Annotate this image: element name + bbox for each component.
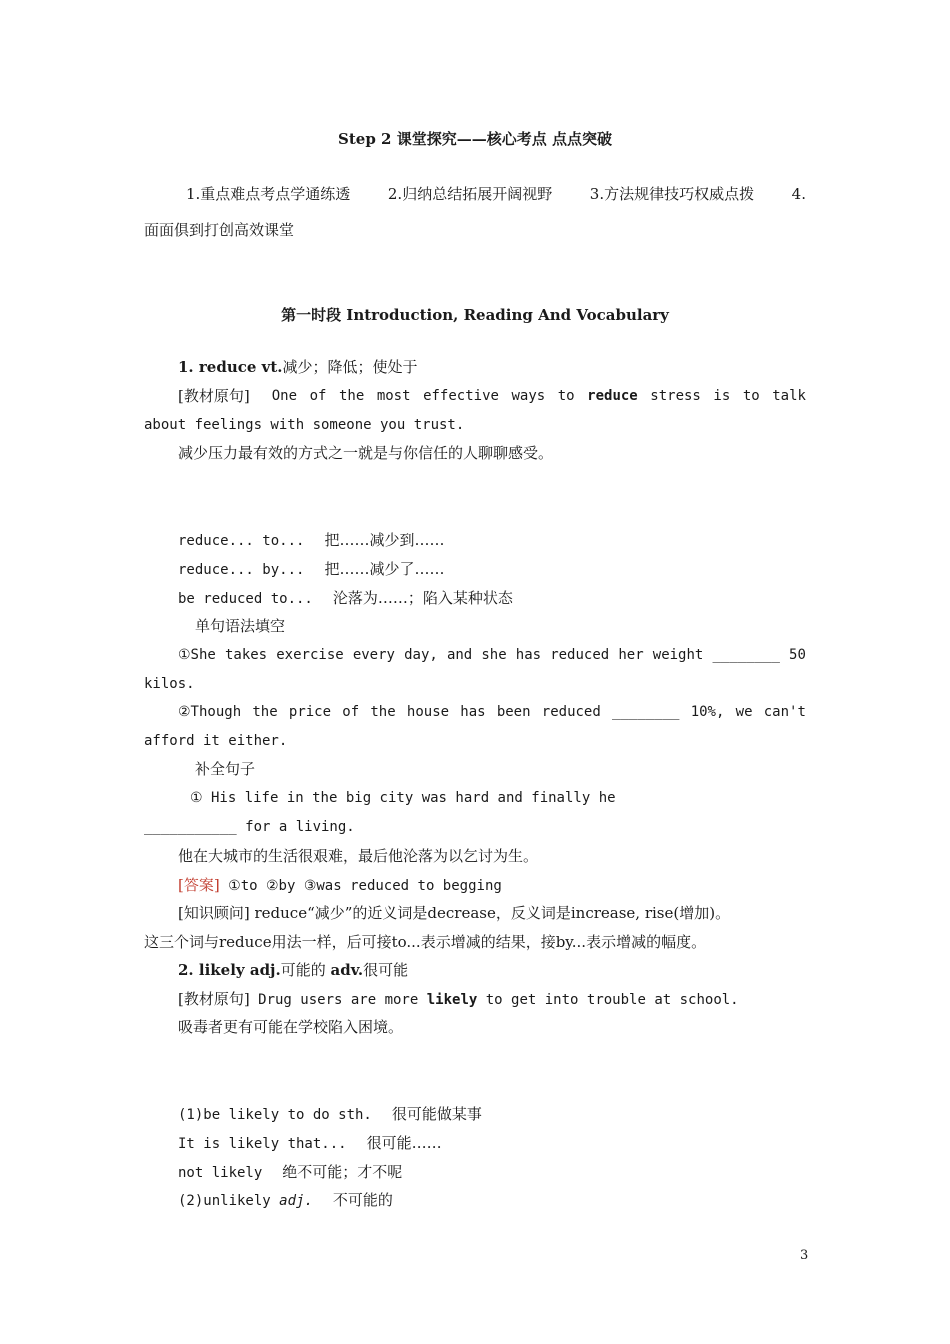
exercise2-translation: 他在大城市的生活很艰难，最后他沦落为以乞讨为生。 bbox=[178, 847, 539, 865]
answer-label: [答案] bbox=[178, 876, 220, 894]
q-word: every bbox=[352, 647, 395, 663]
phrase-cn: 沦落为……；陷入某种状态 bbox=[332, 589, 513, 607]
phrase-en: It is likely that... bbox=[178, 1136, 347, 1152]
q-blank: ________ bbox=[612, 704, 680, 720]
q-word: can't bbox=[763, 704, 806, 720]
phrase-cn: 很可能…… bbox=[366, 1134, 442, 1152]
src-word: talk bbox=[772, 388, 806, 404]
answer-line bbox=[178, 875, 502, 896]
q-word: has bbox=[515, 647, 542, 663]
phrase-en: reduce... to... bbox=[178, 533, 305, 549]
item2-source-label: [教材原句] bbox=[178, 990, 250, 1008]
item1-translation: 减少压力最有效的方式之一就是与你信任的人聊聊感受。 bbox=[178, 444, 554, 462]
q-word: of bbox=[342, 704, 360, 720]
intro-part-2: 2.归纳总结拓展开阔视野 bbox=[387, 185, 553, 203]
intro-part-1: 1.重点难点考点学通练透 bbox=[186, 185, 351, 203]
q-word: the bbox=[370, 704, 396, 720]
src-word: to bbox=[557, 388, 575, 404]
phrase-en: not likely bbox=[178, 1165, 263, 1181]
exercise2-title: 补全句子 bbox=[195, 760, 256, 778]
item2-translation: 吸毒者更有可能在学校陷入困境。 bbox=[178, 1018, 404, 1036]
q-word: price bbox=[288, 704, 332, 720]
item1-head-word: 1. reduce vt. bbox=[178, 358, 283, 376]
exercise1-q1 bbox=[178, 645, 806, 665]
tip-line-2: 这三个词与reduce用法一样，后可接to...表示增减的结果，接by...表示增减的幅度。 bbox=[144, 933, 707, 951]
item2-source-post: to get into trouble at school. bbox=[477, 992, 739, 1008]
q-blank: ________ bbox=[712, 647, 780, 663]
q-word: 10%, bbox=[690, 704, 725, 720]
exercise1-title: 单句语法填空 bbox=[195, 617, 286, 635]
exercise1-q2-cont: afford it either. bbox=[144, 733, 288, 749]
src-word: of bbox=[309, 388, 327, 404]
q-word: been bbox=[496, 704, 531, 720]
item1-source-line-2: about feelings with someone you trust. bbox=[144, 417, 465, 433]
item2-unlikely bbox=[178, 1190, 393, 1211]
q-word: weight bbox=[652, 647, 704, 663]
src-word: the bbox=[338, 388, 365, 404]
item2-phrase-3 bbox=[178, 1162, 402, 1183]
src-word-keyword: reduce bbox=[587, 388, 638, 404]
intro-part-3: 3.方法规律技巧权威点拨 bbox=[589, 185, 755, 203]
item1-phrase-3 bbox=[178, 588, 513, 609]
src-word: effective bbox=[423, 388, 499, 404]
answer-text: ①to ②by ③was reduced to begging bbox=[219, 878, 502, 894]
item2-head-meaning-1: 可能的 bbox=[280, 961, 331, 979]
item1-source-words bbox=[272, 386, 806, 406]
q-word: the bbox=[252, 704, 278, 720]
q-word: we bbox=[735, 704, 753, 720]
page-number: 3 bbox=[800, 1248, 809, 1263]
phrase-cn: 把……减少到…… bbox=[324, 531, 445, 549]
phrase-en: (1)be likely to do sth. bbox=[178, 1107, 372, 1123]
exercise2-q1-cont: ___________ for a living. bbox=[144, 819, 355, 835]
q-word: ①She bbox=[178, 647, 216, 663]
q-word: and bbox=[446, 647, 473, 663]
unlikely-pos: adj. bbox=[279, 1193, 313, 1209]
tip-label: [知识顾问] bbox=[178, 904, 250, 922]
intro-part-4: 4. bbox=[791, 185, 806, 203]
q-word: ②Though bbox=[178, 704, 242, 720]
section-title: 第一时段 Introduction, Reading And Vocabulary bbox=[281, 306, 669, 324]
item1-head-meaning: 减少；降低；使处于 bbox=[282, 358, 418, 376]
item2-source bbox=[178, 989, 739, 1010]
phrase-cn: 把……减少了…… bbox=[324, 560, 445, 578]
item2-head-word: 2. likely adj. bbox=[178, 961, 281, 979]
unlikely-cn: 不可能的 bbox=[332, 1191, 393, 1209]
src-word: stress bbox=[650, 388, 701, 404]
item2-phrase-2 bbox=[178, 1133, 442, 1154]
src-word: is bbox=[713, 388, 731, 404]
exercise1-q1-cont: kilos. bbox=[144, 676, 195, 692]
q-word: reduced bbox=[541, 704, 601, 720]
src-word: One bbox=[271, 388, 298, 404]
page-heading: Step 2 课堂探究——核心考点 点点突破 bbox=[338, 130, 612, 148]
q-word: has bbox=[460, 704, 486, 720]
item2-head-adv: adv. bbox=[330, 961, 364, 979]
q-word: house bbox=[406, 704, 450, 720]
intro-line-1 bbox=[144, 184, 806, 204]
q-word: her bbox=[618, 647, 644, 663]
item2-head-meaning-2: 很可能 bbox=[363, 961, 409, 979]
item1-source-line-1 bbox=[178, 386, 806, 406]
q-word: takes bbox=[224, 647, 268, 663]
intro-line-2: 面面俱到打创高效课堂 bbox=[144, 221, 295, 239]
q-word: she bbox=[481, 647, 507, 663]
item1-phrase-1 bbox=[178, 530, 444, 551]
q-word: reduced bbox=[550, 647, 610, 663]
tip-text: reduce“减少”的近义词是decrease，反义词是increase, rise(增加)。 bbox=[249, 904, 731, 922]
phrase-en: be reduced to... bbox=[178, 591, 313, 607]
src-word: to bbox=[742, 388, 760, 404]
item1-source-label: [教材原句] bbox=[178, 387, 250, 405]
q-word: 50 bbox=[789, 647, 806, 663]
item2-source-keyword: likely bbox=[426, 992, 478, 1008]
item2-source-pre: Drug users are more bbox=[249, 992, 427, 1008]
item1-head bbox=[178, 357, 418, 377]
q-word: exercise bbox=[276, 647, 344, 663]
item2-head bbox=[178, 960, 408, 980]
exercise2-q1: ① His life in the big city was hard and finally he bbox=[190, 790, 616, 806]
src-word: ways bbox=[511, 388, 546, 404]
tip-line-1 bbox=[178, 903, 730, 923]
unlikely-word: (2)unlikely bbox=[178, 1193, 280, 1209]
item1-phrase-2 bbox=[178, 559, 444, 580]
q-word: day, bbox=[404, 647, 438, 663]
phrase-en: reduce... by... bbox=[178, 562, 305, 578]
phrase-cn: 绝不可能；才不呢 bbox=[282, 1163, 403, 1181]
src-word: most bbox=[376, 388, 411, 404]
phrase-cn: 很可能做某事 bbox=[391, 1105, 482, 1123]
exercise1-q2 bbox=[178, 702, 806, 722]
item2-phrase-1 bbox=[178, 1104, 482, 1125]
